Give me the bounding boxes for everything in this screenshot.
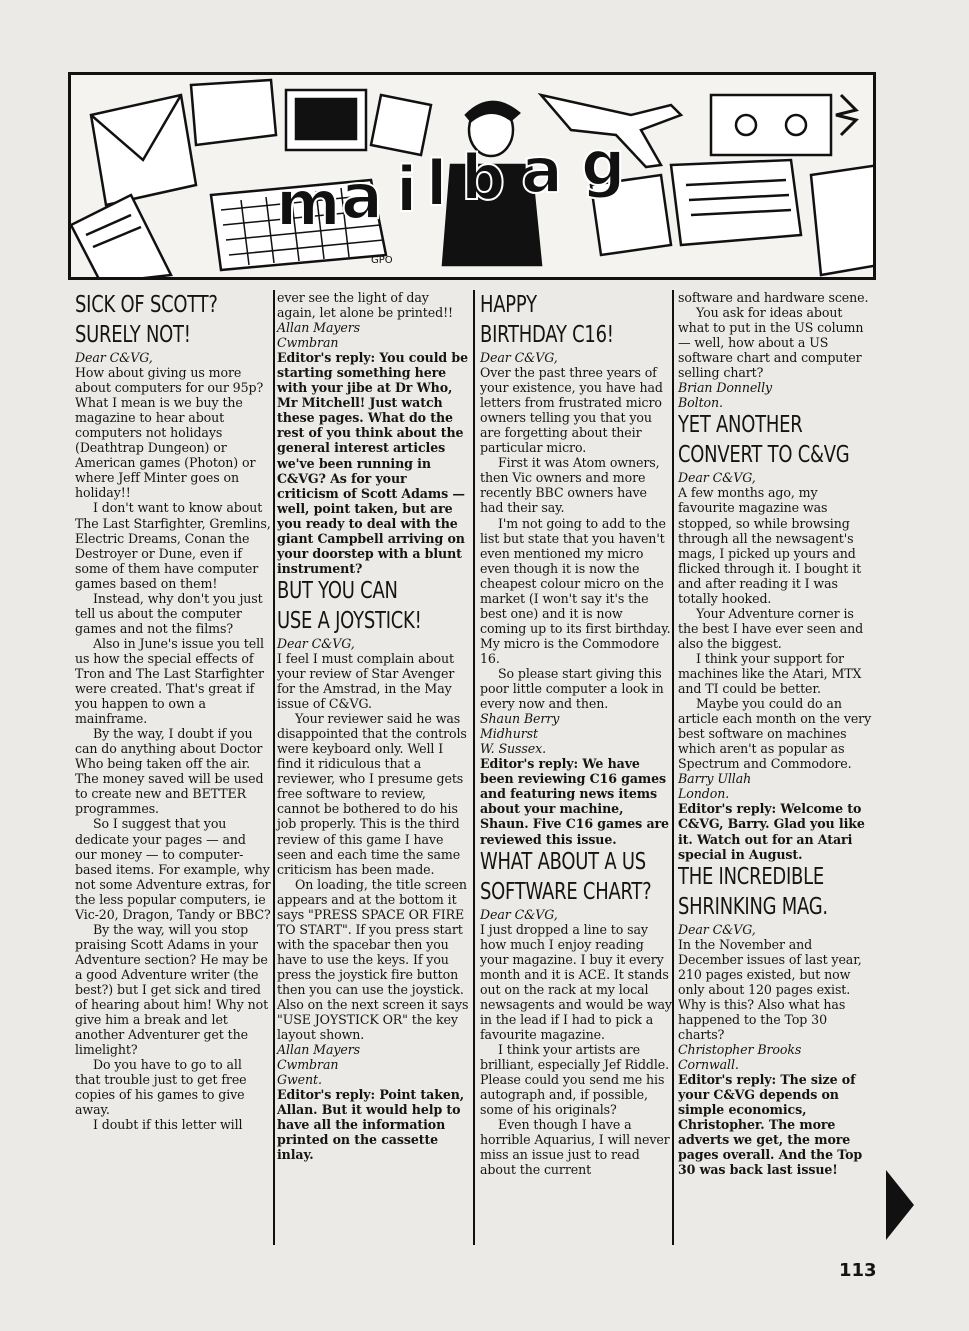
- editors-reply: Editor's reply: We have been reviewing C16 games and featuring news items about your machine, Shaun. Five C16 games are reviewed this issue.: [480, 756, 669, 847]
- signature: Barry Ullah: [678, 771, 752, 787]
- letter-paragraph: So I suggest that you dedicate your pages — and our money — to computer-based items. For example, why not some Adventure extras, for the less popular computers, ie Vic-20, Dragon, Tandy or BBC?: [75, 816, 271, 922]
- mailbag-banner: [68, 72, 876, 280]
- column-4: [678, 290, 874, 1177]
- signature: Shaun Berry: [480, 711, 560, 727]
- letter-heading: THE INCREDIBLE: [678, 863, 824, 890]
- letter-paragraph: I think your support for machines like the Atari, MTX and TI could be better.: [678, 650, 862, 697]
- letter-paragraph: In the November and December issues of last year, 210 pages existed, but now only about 120 pages exist. Why is this? Also what has happened to the Top 30 charts?: [678, 936, 862, 1042]
- letter-paragraph: On loading, the title screen appears and at the bottom it says "PRESS SPACE OR FIRE TO START". If you press start with the spacebar then you have to use the keys. If you press the joystick fire button then you can use the joystick. Also on the next screen it says "USE JOYSTICK OR" the key layout shown.: [277, 876, 469, 1043]
- salutation: Dear C&VG,: [678, 921, 756, 937]
- letter-heading: BUT YOU CAN: [277, 577, 398, 604]
- column-3: [480, 290, 672, 1177]
- letter-heading: SICK OF SCOTT?: [75, 292, 218, 318]
- salutation: Dear C&VG,: [75, 350, 153, 365]
- signature: Bolton.: [678, 395, 723, 411]
- banner-letter-a: a: [341, 160, 383, 233]
- letter-heading: CONVERT TO C&VG: [678, 442, 850, 469]
- letter-paragraph: ever see the light of day again, let alone be printed!!: [277, 290, 453, 321]
- signature: Allan Mayers: [277, 320, 361, 336]
- letter-paragraph: I feel I must complain about your review of Star Avenger for the Amstrad, in the May issue of C&VG.: [277, 650, 455, 712]
- letter-paragraph: Instead, why don't you just tell us about the computer games and not the films?: [75, 590, 263, 636]
- letter-heading: SOFTWARE CHART?: [480, 878, 652, 905]
- letter-paragraph: Your reviewer said he was disappointed that the controls were keyboard only. Well I find it ridiculous that a reviewer, who I presume gets free software to review, cannot be bothered to do his job properly. This is the third review of this game I have seen and each time the same criticism has been made.: [277, 711, 467, 877]
- letter-paragraph: I'm not going to add to the list but state that you haven't even mentioned my micro even though it is now the cheapest colour micro on the market (I won't say it's the best one) and it is now coming up to its first birthday. My micro is the Commodore 16.: [480, 515, 671, 666]
- salutation: Dear C&VG,: [277, 635, 355, 651]
- signature: Midhurst: [480, 726, 538, 742]
- letter-paragraph: Do you have to go to all that trouble just to get free copies of his games to give away.: [75, 1057, 247, 1118]
- editors-reply: Editor's reply: Point taken, Allan. But it would help to have all the information printed on the cassette inlay.: [277, 1087, 465, 1163]
- signature: Allan Mayers: [277, 1042, 361, 1058]
- signature: Brian Donnelly: [678, 380, 773, 396]
- letter-paragraph: I just dropped a line to say how much I enjoy reading your magazine. I buy it every month and it is ACE. It stands out on the rack at my local newsagents and would be way in the lead if I had to pick a favourite magazine.: [480, 921, 672, 1042]
- signature: Cwmbran: [277, 335, 339, 351]
- banner-letter-b: b: [461, 141, 506, 214]
- letter-heading: WHAT ABOUT A US: [480, 848, 646, 875]
- letter-paragraph: How about giving us more about computers for our 95p? What I mean is we buy the magazine to hear about computers not holidays (Deathtrap Dungeon) or American games (Photon) or where Jeff Minter goes on holiday!!: [75, 365, 264, 501]
- salutation: Dear C&VG,: [678, 470, 756, 486]
- column-rule-1: [273, 290, 275, 1245]
- letter-heading: HAPPY: [480, 292, 537, 318]
- signature: Cornwall.: [678, 1057, 739, 1073]
- letter-paragraph: First it was Atom owners, then Vic owners and more recently BBC owners have had their say.: [480, 455, 660, 516]
- letter-paragraph: I don't want to know about The Last Starfighter, Gremlins, Electric Dreams, Conan the Destroyer or Dune, even if some of them have computer games based on them!: [75, 500, 271, 591]
- letter-heading: BIRTHDAY C16!: [480, 322, 614, 348]
- letter-heading: USE A JOYSTICK!: [277, 607, 422, 634]
- letter-paragraph: Over the past three years of your existence, you have had letters from frustrated micro owners telling you that you are forgetting about their particular micro.: [480, 365, 663, 456]
- letter-heading: YET ANOTHER: [678, 412, 803, 439]
- signature: Cwmbran: [277, 1057, 339, 1073]
- mailbag-illustration: [71, 75, 876, 280]
- banner-letter-a2: a: [521, 134, 563, 207]
- column-rule-2: [473, 290, 475, 1245]
- banner-letter-l: l: [426, 147, 448, 220]
- editors-reply: Editor's reply: The size of your C&VG depends on simple economics, Christopher. The more adverts we get, the more pages overall. And the Top 30 was back last issue!: [678, 1072, 863, 1178]
- salutation: Dear C&VG,: [480, 906, 558, 922]
- letter-paragraph: By the way, I doubt if you can do anything about Doctor Who being taken off the air. The money saved will be used to create new and BETTER programmes.: [75, 726, 264, 817]
- letter-heading: SHRINKING MAG.: [678, 893, 828, 920]
- letter-paragraph: I think your artists are brilliant, especially Jef Riddle. Please could you send me his autograph and, if possible, some of his originals?: [480, 1041, 670, 1118]
- salutation: Dear C&VG,: [480, 350, 558, 365]
- banner-letter-i: i: [396, 153, 418, 226]
- signature: Christopher Brooks: [678, 1041, 802, 1057]
- letter-paragraph: Also in June's issue you tell us how the special effects of Tron and The Last Starfighter were created. That's great if you happen to own a mainframe.: [75, 635, 264, 727]
- letter-paragraph: A few months ago, my favourite magazine was stopped, so while browsing through all the newsagent's mags, I picked up yours and flicked through it. I bought it and after reading it I was totally hooked.: [678, 485, 862, 606]
- banner-letter-g: g: [581, 127, 626, 200]
- column-rule-3: [672, 290, 674, 1245]
- letter-paragraph: Your Adventure corner is the best I have ever seen and also the biggest.: [678, 605, 864, 651]
- editors-reply: Editor's reply: Welcome to C&VG, Barry. Glad you like it. Watch out for an Atari special in August.: [678, 801, 865, 862]
- letter-paragraph: I doubt if this letter will: [93, 1117, 243, 1133]
- editors-reply: Editor's reply: You could be starting something here with your jibe at Dr Who, Mr Mitchell! Just watch these pages. What do the rest of you think about the general interest articles we've been running in C&VG? As for your criticism of Scott Adams — well, point taken, but are you ready to deal with the giant Campbell arriving on your doorstep with a blunt instrument?: [277, 350, 469, 576]
- letter-heading: SURELY NOT!: [75, 322, 191, 348]
- letter-paragraph: You ask for ideas about what to put in the US column — well, how about a US software chart and computer selling chart?: [678, 305, 864, 381]
- column-1: [75, 290, 271, 1132]
- signature: W. Sussex.: [480, 741, 546, 757]
- letter-paragraph: Maybe you could do an article each month on the very best software on machines which aren't as popular as Spectrum and Commodore.: [678, 696, 872, 772]
- column-2: [277, 290, 471, 1163]
- banner-letter-m: m: [276, 167, 341, 240]
- continue-arrow-icon: [886, 1170, 914, 1240]
- letter-paragraph: software and hardware scene.: [678, 290, 869, 305]
- signature: Gwent.: [277, 1072, 322, 1088]
- letter-paragraph: By the way, will you stop praising Scott Adams in your Adventure section? He may be a good Adventure writer (the best?) but I get sick and tired of hearing about him! Why not give him a break and let another Adventurer get the limelight?: [75, 921, 269, 1058]
- signature: London.: [678, 786, 730, 802]
- gpo-tag: GPO: [371, 255, 393, 266]
- letter-paragraph: So please start giving this poor little computer a look in every now and then.: [480, 665, 664, 712]
- letter-paragraph: Even though I have a horrible Aquarius, I will never miss an issue just to read about the current: [480, 1117, 670, 1178]
- page-number: 113: [839, 1260, 877, 1281]
